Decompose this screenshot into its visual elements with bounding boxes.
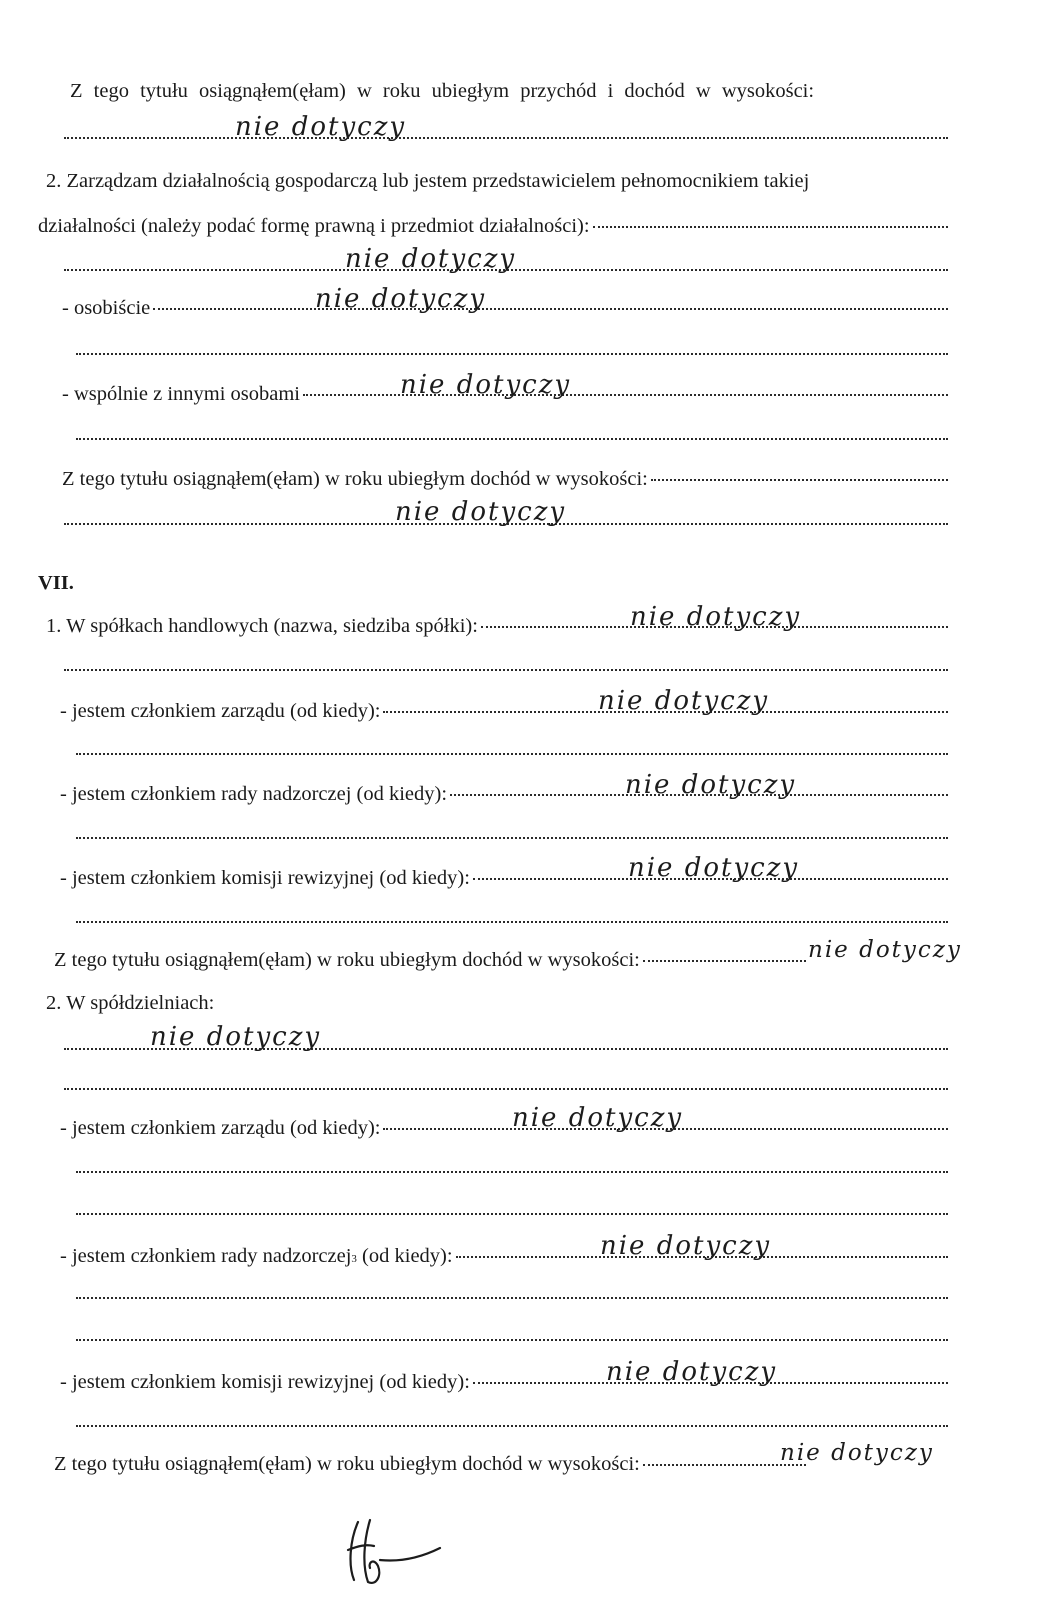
supervisory-label: - jestem członkiem rady nadzorczej (od kiedy):	[60, 780, 948, 807]
income-label-1: Z tego tytułu osiągnąłem(ęłam) w roku ubiegłym przychód i dochód w wysokości:	[70, 80, 815, 102]
income-field-2[interactable]	[651, 461, 948, 481]
personally-field[interactable]	[153, 290, 948, 310]
handwritten-answer: nie dotyczy	[345, 244, 517, 274]
answer-line-6[interactable]	[64, 668, 948, 671]
item-2-label: 2. Zarządzam działalnością gospodarczą lub jestem przedstawicielem pełnomocnikiem takiej	[46, 170, 810, 192]
answer-line-12[interactable]	[76, 1170, 948, 1173]
answer-line-15[interactable]	[76, 1338, 948, 1341]
handwritten-answer: nie dotyczy	[395, 497, 567, 527]
handwritten-answer: nie dotyczy	[235, 112, 407, 142]
handwritten-answer: nie dotyczy	[808, 937, 962, 963]
answer-line-8[interactable]	[76, 836, 948, 839]
income-label-2: Z tego tytułu osiągnąłem(ęłam) w roku ubiegłym dochód w wysokości:	[62, 465, 948, 492]
answer-line-1[interactable]	[64, 136, 948, 139]
income-label-3: Z tego tytułu osiągnąłem(ęłam) w roku ubiegłym dochód w wysokości:	[54, 946, 806, 973]
signature-initials	[340, 1510, 450, 1590]
handwritten-answer: nie dotyczy	[315, 284, 487, 314]
answer-line-13[interactable]	[76, 1212, 948, 1215]
answer-line-11[interactable]	[64, 1087, 948, 1090]
jointly-label: - wspólnie z innymi osobami	[62, 380, 948, 407]
answer-line-7[interactable]	[76, 752, 948, 755]
handwritten-answer: nie dotyczy	[625, 770, 797, 800]
section-heading: VII.	[38, 572, 74, 594]
board-label-2: - jestem członkiem zarządu (od kiedy):	[60, 1114, 948, 1141]
answer-line-3[interactable]	[76, 352, 948, 355]
item-2-label-cont: działalności (należy podać formę prawną i przedmiot działalności):	[38, 212, 948, 239]
handwritten-answer: nie dotyczy	[512, 1103, 684, 1133]
answer-line-4[interactable]	[76, 437, 948, 440]
handwritten-answer: nie dotyczy	[630, 602, 802, 632]
supervisory-label-2: - jestem członkiem rady nadzorczej 3 (od kiedy):	[60, 1242, 948, 1272]
audit-label-2: - jestem członkiem komisji rewizyjnej (od kiedy):	[60, 1368, 948, 1395]
handwritten-answer: nie dotyczy	[600, 1231, 772, 1261]
companies-label: 1. W spółkach handlowych (nazwa, siedziba spółki):	[46, 612, 948, 639]
handwritten-answer: nie dotyczy	[780, 1440, 934, 1466]
answer-line-16[interactable]	[76, 1424, 948, 1427]
item-2-field[interactable]	[593, 208, 948, 228]
board-label: - jestem członkiem zarządu (od kiedy):	[60, 697, 948, 724]
handwritten-answer: nie dotyczy	[598, 686, 770, 716]
income-label-4: Z tego tytułu osiągnąłem(ęłam) w roku ubiegłym dochód w wysokości:	[54, 1450, 806, 1477]
handwritten-answer: nie dotyczy	[628, 853, 800, 883]
answer-line-14[interactable]	[76, 1296, 948, 1299]
cooperatives-label: 2. W spółdzielniach:	[46, 992, 215, 1014]
handwritten-answer: nie dotyczy	[400, 370, 572, 400]
income-field-3[interactable]	[643, 942, 806, 962]
handwritten-answer: nie dotyczy	[606, 1357, 778, 1387]
audit-label: - jestem członkiem komisji rewizyjnej (od kiedy):	[60, 864, 948, 891]
answer-line-9[interactable]	[76, 920, 948, 923]
personally-label: - osobiście	[62, 294, 948, 321]
handwritten-answer: nie dotyczy	[150, 1022, 322, 1052]
